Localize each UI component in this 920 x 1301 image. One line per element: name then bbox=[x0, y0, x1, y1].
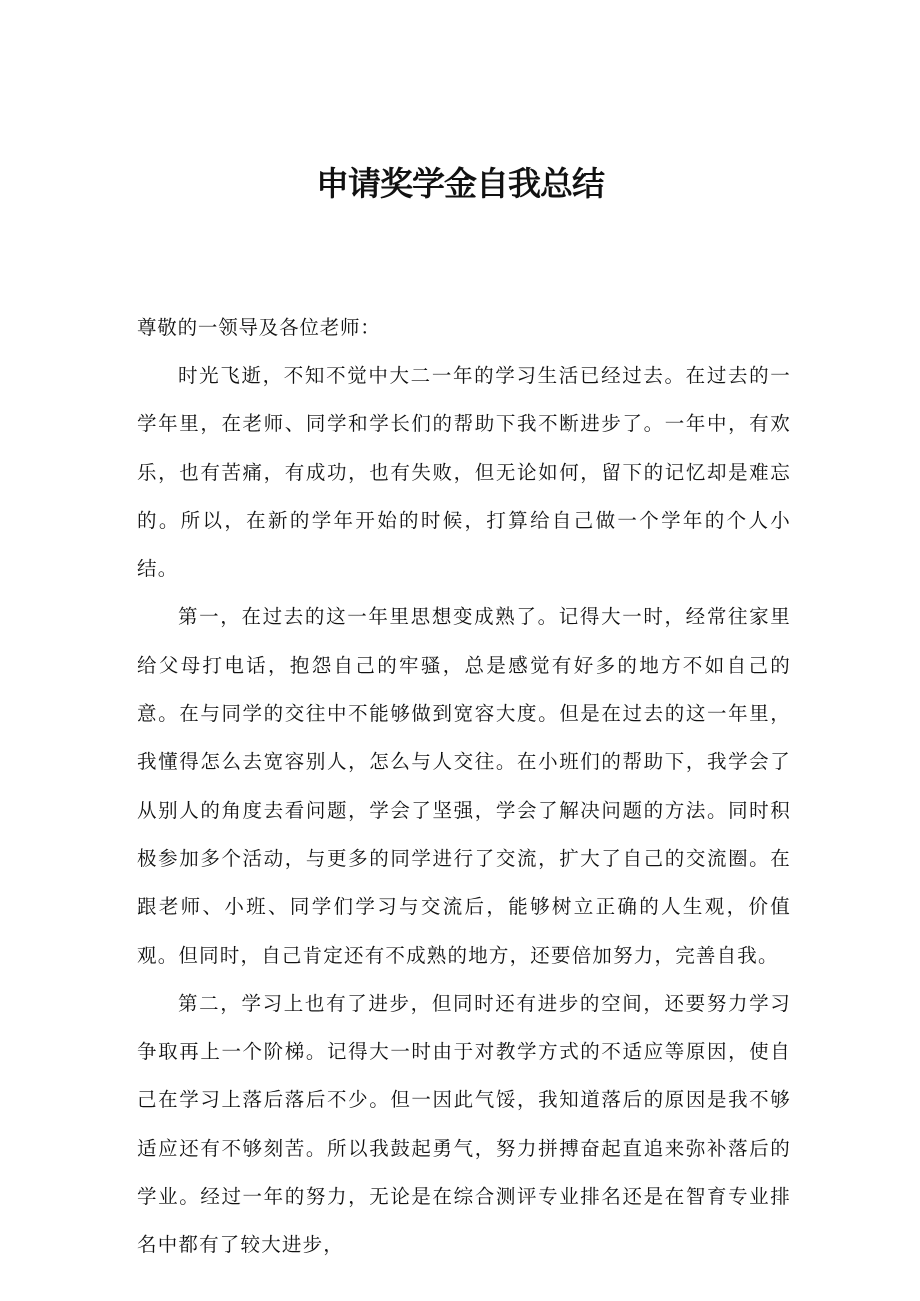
salutation: 尊敬的一领导及各位老师： bbox=[137, 316, 381, 339]
document-title: 申请奖学金自我总结 bbox=[316, 164, 604, 203]
paragraph-intro: 时光飞逝，不知不觉中大二一年的学习生活已经过去。在过去的一学年里，在老师、同学和学长们的帮助下我不断进步了。一年中，有欢乐，也有苦痛，有成功，也有失败，但无论如何，留下的记忆却是难忘的。所以，在新的学年开始的时候，打算给自己做一个学年的个人小结。 bbox=[137, 364, 791, 581]
paragraph-second-point: 第二，学习上也有了进步，但同时还有进步的空间，还要努力学习争取再上一个阶梯。记得大一时由于对教学方式的不适应等原因，使自己在学习上落后落后不少。但一因此气馁，我知道落后的原因是我不够适应还有不够刻苦。所以我鼓起勇气，努力拼搏奋起直追来弥补落后的学业。经过一年的努力，无论是在综合测评专业排名还是在智育专业排名中都有了较大进步， bbox=[137, 991, 791, 1257]
document-body bbox=[137, 308, 791, 1270]
paragraph-first-point: 第一，在过去的这一年里思想变成熟了。记得大一时，经常往家里给父母打电话，抱怨自己的牢骚，总是感觉有好多的地方不如自己的意。在与同学的交往中不能够做到宽容大度。但是在过去的这一年里，我懂得怎么去宽容别人，怎么与人交往。在小班们的帮助下，我学会了从别人的角度去看问题，学会了坚强，学会了解决问题的方法。同时积极参加多个活动，与更多的同学进行了交流，扩大了自己的交流圈。在跟老师、小班、同学们学习与交流后，能够树立正确的人生观，价值观。但同时，自己肯定还有不成熟的地方，还要倍加努力，完善自我。 bbox=[137, 605, 791, 967]
